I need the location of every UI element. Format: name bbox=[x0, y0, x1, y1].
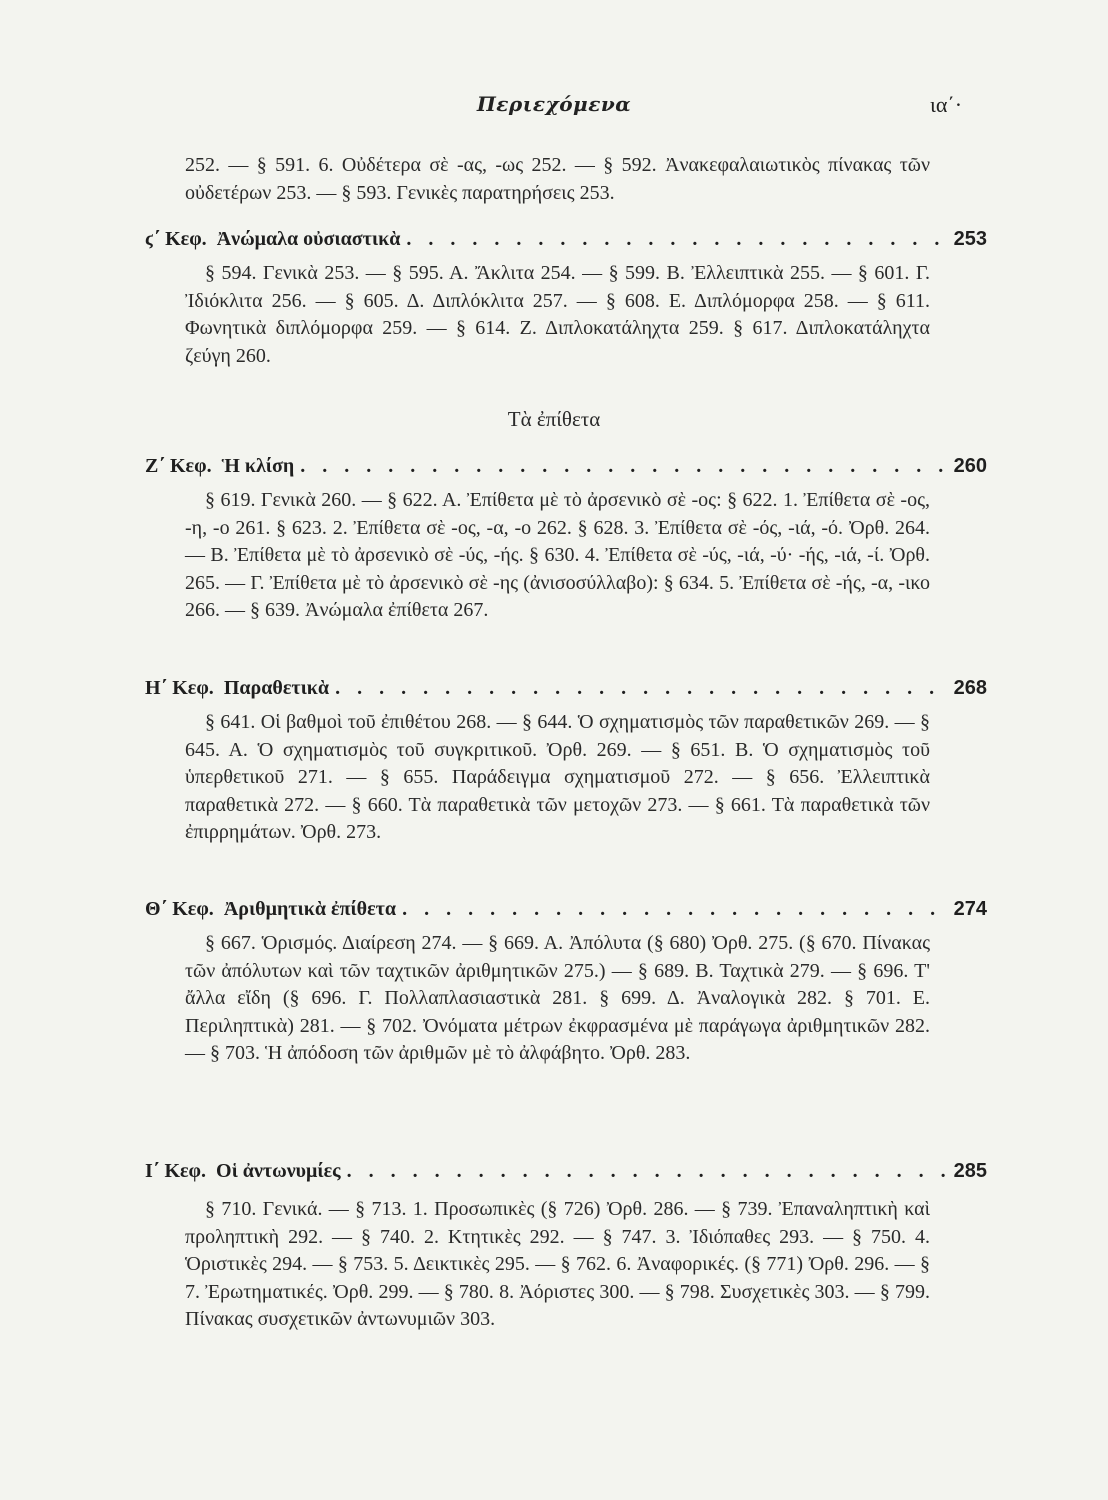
chapter-title: Παραθετικὰ bbox=[223, 677, 330, 699]
toc-entry-chapter-9 bbox=[145, 898, 987, 921]
chapter-number: Η΄ Κεφ. bbox=[145, 677, 214, 699]
chapter-page: 253 bbox=[953, 228, 987, 250]
chapter-title: Ἀριθμητικὰ ἐπίθετα bbox=[223, 898, 397, 920]
toc-entry-chapter-7 bbox=[145, 455, 987, 478]
dot-leader bbox=[402, 898, 948, 921]
chapter-number: Ι΄ Κεφ. bbox=[145, 1160, 207, 1182]
dot-leader bbox=[347, 1160, 948, 1183]
chapter-9-contents: § 667. Ὁρισμός. Διαίρεση 274. — § 669. Α. Ἀπόλυτα (§ 680) Ὀρθ. 275. (§ 670. Πίνακας τῶν ἀπόλυτων καὶ τῶν ταχτικῶν ἀριθμητικῶν 275.) — § 689. Β. Ταχτικὰ 279. — § 696. Τ' ἄλλα εἴδη (§ 696. Γ. Πολλαπλασιαστικὰ 281. § 699. Δ. Ἀναλογικὰ 282. § 701. Ε. Περιληπτικὰ) 281. — § 702. Ὀνόματα μέτρων ἐκφρασμένα μὲ παράγωγα ἀριθμητικῶν 282. — § 703. Ἡ ἀπόδοση τῶν ἀριθμῶν μὲ τὸ ἀλφάβητο. Ὀρθ. 283. bbox=[185, 932, 930, 1064]
chapter-number: Θ΄ Κεφ. bbox=[145, 898, 214, 920]
toc-entry-chapter-10 bbox=[145, 1160, 987, 1183]
toc-entry-chapter-8 bbox=[145, 677, 987, 700]
chapter-number: Ζ΄ Κεφ. bbox=[145, 455, 212, 477]
chapter-number: ϛ΄ Κεφ. bbox=[145, 228, 207, 250]
dot-leader bbox=[300, 455, 947, 478]
running-title: Περιεχόμενα bbox=[476, 92, 632, 116]
chapter-10-contents: § 710. Γενικά. — § 713. 1. Προσωπικὲς (§ 726) Ὀρθ. 286. — § 739. Ἐπαναληπτικὴ καὶ προληπτικὴ 292. — § 740. 2. Κτητικὲς 292. — § 747. 3. Ἰδιόπαθες 293. — § 750. 4. Ὁριστικὲς 294. — § 753. 5. Δεικτικὲς 295. — § 762. 6. Ἀναφορικές. (§ 771) Ὀρθ. 296. — § 7. Ἐρωτηματικές. Ὀρθ. 299. — § 780. 8. Ἀόριστες 300. — § 798. Συσχετικὲς 303. — § 799. Πίνακας συσχετικῶν ἀντωνυμιῶν 303. bbox=[185, 1198, 930, 1330]
chapter-6-contents: § 594. Γενικὰ 253. — § 595. Α. Ἄκλιτα 254. — § 599. Β. Ἐλλειπτικὰ 255. — § 601. Γ. Ἰδιόκλιτα 256. — § 605. Δ. Διπλόκλιτα 257. — § 608. Ε. Διπλόμορφα 258. — § 611. Φωνητικὰ διπλόμορφα 259. — § 614. Ζ. Διπλοκατάληχτα 259. § 617. Διπλοκατάληχτα ζεύγη 260. bbox=[185, 262, 930, 367]
intro-paragraph: 252. — § 591. 6. Οὐδέτερα σὲ -ας, -ως 252. — § 592. Ἀνακεφαλαιωτικὸς πίνακας τῶν οὐδετέρων 253. — § 593. Γενικὲς παρατηρήσεις 253. bbox=[185, 154, 930, 204]
chapter-title: Ἀνώμαλα οὐσιαστικὰ bbox=[216, 228, 401, 250]
dot-leader bbox=[335, 677, 948, 700]
chapter-page: 260 bbox=[953, 455, 987, 477]
chapter-8-contents: § 641. Οἱ βαθμοὶ τοῦ ἐπιθέτου 268. — § 644. Ὁ σχηματισμὸς τῶν παραθετικῶν 269. — § 645. Α. Ὁ σχηματισμὸς τοῦ συγκριτικοῦ. Ὀρθ. 269. — § 651. Β. Ὁ σχηματισμὸς τοῦ ὑπερθετικοῦ 271. — § 655. Παράδειγμα σχηματισμοῦ 272. — § 656. Ἐλλειπτικὰ παραθετικὰ 272. — § 660. Τὰ παραθετικὰ τῶν μετοχῶν 273. — § 661. Τὰ παραθετικὰ τῶν ἐπιρρημάτων. Ὀρθ. 273. bbox=[185, 711, 930, 843]
chapter-7-contents: § 619. Γενικὰ 260. — § 622. Α. Ἐπίθετα μὲ τὸ ἀρσενικὸ σὲ -ος: § 622. 1. Ἐπίθετα σὲ -ος, -η, -ο 261. § 623. 2. Ἐπίθετα σὲ -ος, -α, -ο 262. § 628. 3. Ἐπίθετα σὲ -ός, -ιά, -ό. Ὀρθ. 264. — Β. Ἐπίθετα μὲ τὸ ἀρσενικὸ σὲ -ύς, -ής. § 630. 4. Ἐπίθετα σὲ -ύς, -ιά, -ύ· -ής, -ιά, -ί. Ὀρθ. 265. — Γ. Ἐπίθετα μὲ τὸ ἀρσενικὸ σὲ -ης (ἀνισοσύλλαβο): § 634. 5. Ἐπίθετα σὲ -ής, -α, -ικο 266. — § 639. Ἀνώμαλα ἐπίθετα 267. bbox=[185, 489, 930, 621]
page-number: ια΄· bbox=[930, 92, 963, 117]
chapter-page: 285 bbox=[953, 1160, 987, 1182]
chapter-page: 274 bbox=[953, 898, 987, 920]
dot-leader bbox=[406, 228, 947, 251]
chapter-page: 268 bbox=[953, 677, 987, 699]
chapter-title: Ἡ κλίση bbox=[221, 455, 295, 477]
section-heading-adjectives: Τὰ ἐπίθετα bbox=[507, 407, 601, 431]
chapter-title: Οἱ ἀντωνυμίες bbox=[216, 1160, 341, 1182]
toc-entry-chapter-6 bbox=[145, 228, 987, 251]
